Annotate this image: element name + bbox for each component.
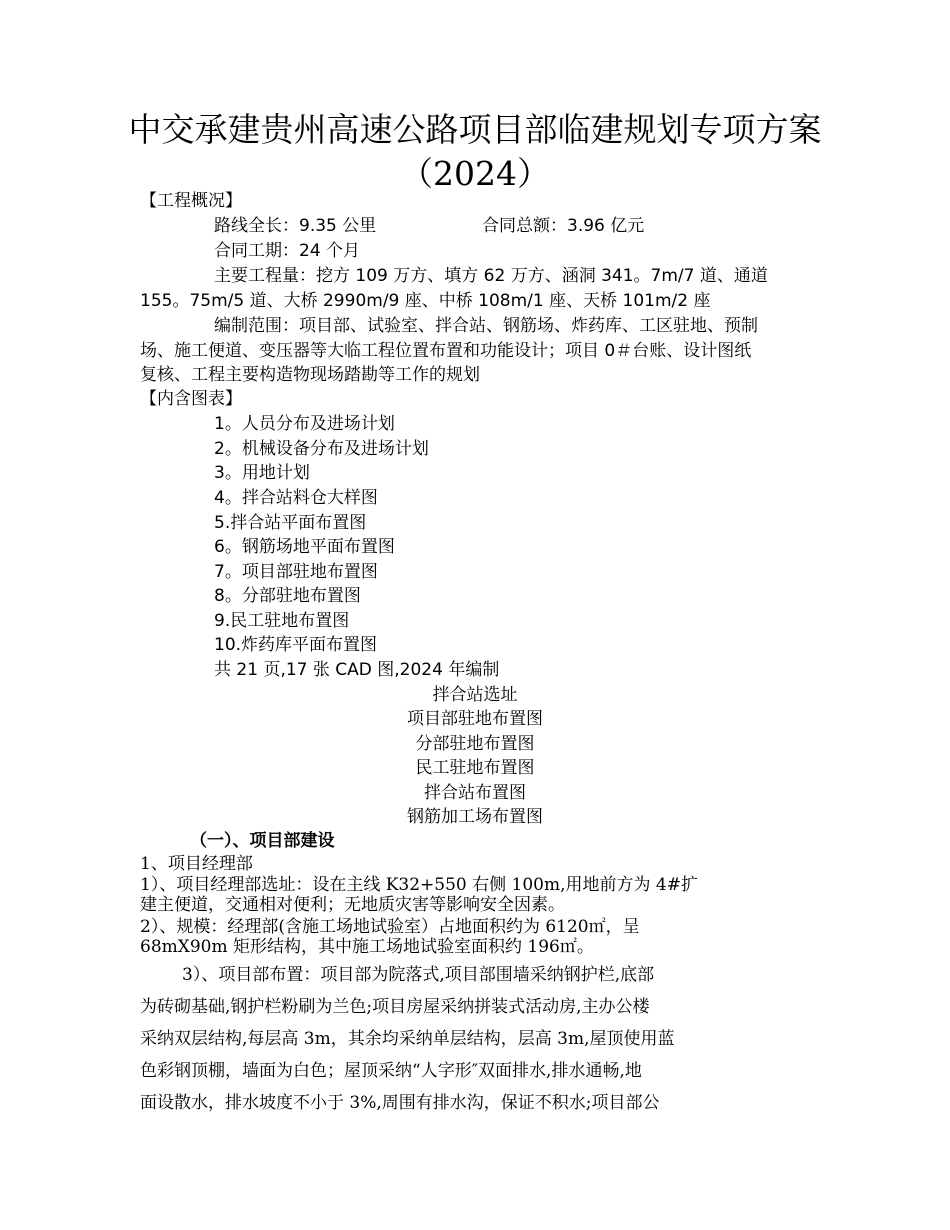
contents-item: 7。项目部驻地布置图 bbox=[214, 562, 378, 582]
section-heading: （一）、项目部建设 bbox=[190, 831, 335, 851]
section-sub-heading: 1、项目经理部 bbox=[140, 854, 253, 874]
contents-item: 2。机械设备分布及进场计划 bbox=[214, 439, 429, 459]
item1-line2: 建主便道，交通相对便利；无地质灾害等影响安全因素。 bbox=[140, 895, 565, 915]
scope-line2: 场、施工便道、变压器等大临工程位置布置和功能设计；项目 0＃台账、设计图纸 bbox=[140, 341, 752, 361]
figure-title: 钢筋加工场布置图 bbox=[407, 807, 543, 827]
overview-heading: 【工程概况】 bbox=[140, 191, 242, 211]
route-length: 路线全长：9.35 公里 bbox=[214, 216, 377, 236]
contents-item: 6。钢筋场地平面布置图 bbox=[214, 537, 395, 557]
contents-item: 5.拌合站平面布置图 bbox=[214, 513, 367, 533]
contract-amount: 合同总额：3.96 亿元 bbox=[482, 216, 645, 236]
contents-item: 10.炸药库平面布置图 bbox=[214, 635, 378, 655]
item3-line4: 色彩钢顶棚，墙面为白色；屋顶采纳“人字形″双面排水,排水通畅,地 bbox=[140, 1061, 642, 1081]
figure-title: 拌合站布置图 bbox=[424, 783, 526, 803]
contents-item: 9.民工驻地布置图 bbox=[214, 611, 350, 631]
item2-line1: 2）、规模：经理部(含施工场地试验室）占地面积约为 6120㎡，呈 bbox=[140, 917, 640, 937]
contract-period: 合同工期：24 个月 bbox=[214, 241, 361, 261]
figure-title: 分部驻地布置图 bbox=[415, 734, 535, 754]
contents-item: 4。拌合站料仓大样图 bbox=[214, 488, 378, 508]
figure-title: 项目部驻地布置图 bbox=[407, 709, 543, 729]
contents-heading: 【内含图表】 bbox=[140, 389, 242, 409]
figure-title: 民工驻地布置图 bbox=[415, 758, 535, 778]
item1-line1: 1）、项目经理部选址：设在主线 K32+550 右侧 100m,用地前方为 4#扩 bbox=[140, 875, 698, 895]
item2-line2: 68mX90m 矩形结构，其中施工场地试验室面积约 196㎡。 bbox=[140, 937, 594, 957]
contents-item: 3。用地计划 bbox=[214, 463, 310, 483]
main-quantities-line2: 155。75m/5 道、大桥 2990m/9 座、中桥 108m/1 座、天桥 101m/2 座 bbox=[140, 291, 711, 311]
scope-line1: 编制范围：项目部、试验室、拌合站、钢筋场、炸药库、工区驻地、预制 bbox=[214, 316, 758, 336]
figure-title: 拌合站选址 bbox=[432, 685, 518, 705]
contents-item: 1。人员分布及进场计划 bbox=[214, 414, 395, 434]
contents-summary: 共 21 页,17 张 CAD 图,2024 年编制 bbox=[214, 660, 500, 680]
item3-line5: 面设散水，排水坡度不小于 3%,周围有排水沟，保证不积水;项目部公 bbox=[140, 1093, 660, 1113]
document-title: 中交承建贵州高速公路项目部临建规划专项方案（2024） bbox=[128, 110, 822, 193]
main-quantities-line1: 主要工程量：挖方 109 万方、填方 62 万方、涵洞 341。7m/7 道、通道 bbox=[214, 266, 768, 286]
scope-line3: 复核、工程主要构造物现场踏勘等工作的规划 bbox=[140, 365, 480, 385]
contents-item: 8。分部驻地布置图 bbox=[214, 586, 361, 606]
item3-line1: 3）、项目部布置：项目部为院落式,项目部围墙采纳钢护栏,底部 bbox=[182, 965, 655, 985]
item3-line2: 为砖砌基础,钢护栏粉刷为兰色;项目房屋采纳拼装式活动房,主办公楼 bbox=[140, 997, 650, 1017]
item3-line3: 采纳双层结构,每层高 3m，其余均采纳单层结构，层高 3m,屋顶使用蓝 bbox=[140, 1029, 675, 1049]
